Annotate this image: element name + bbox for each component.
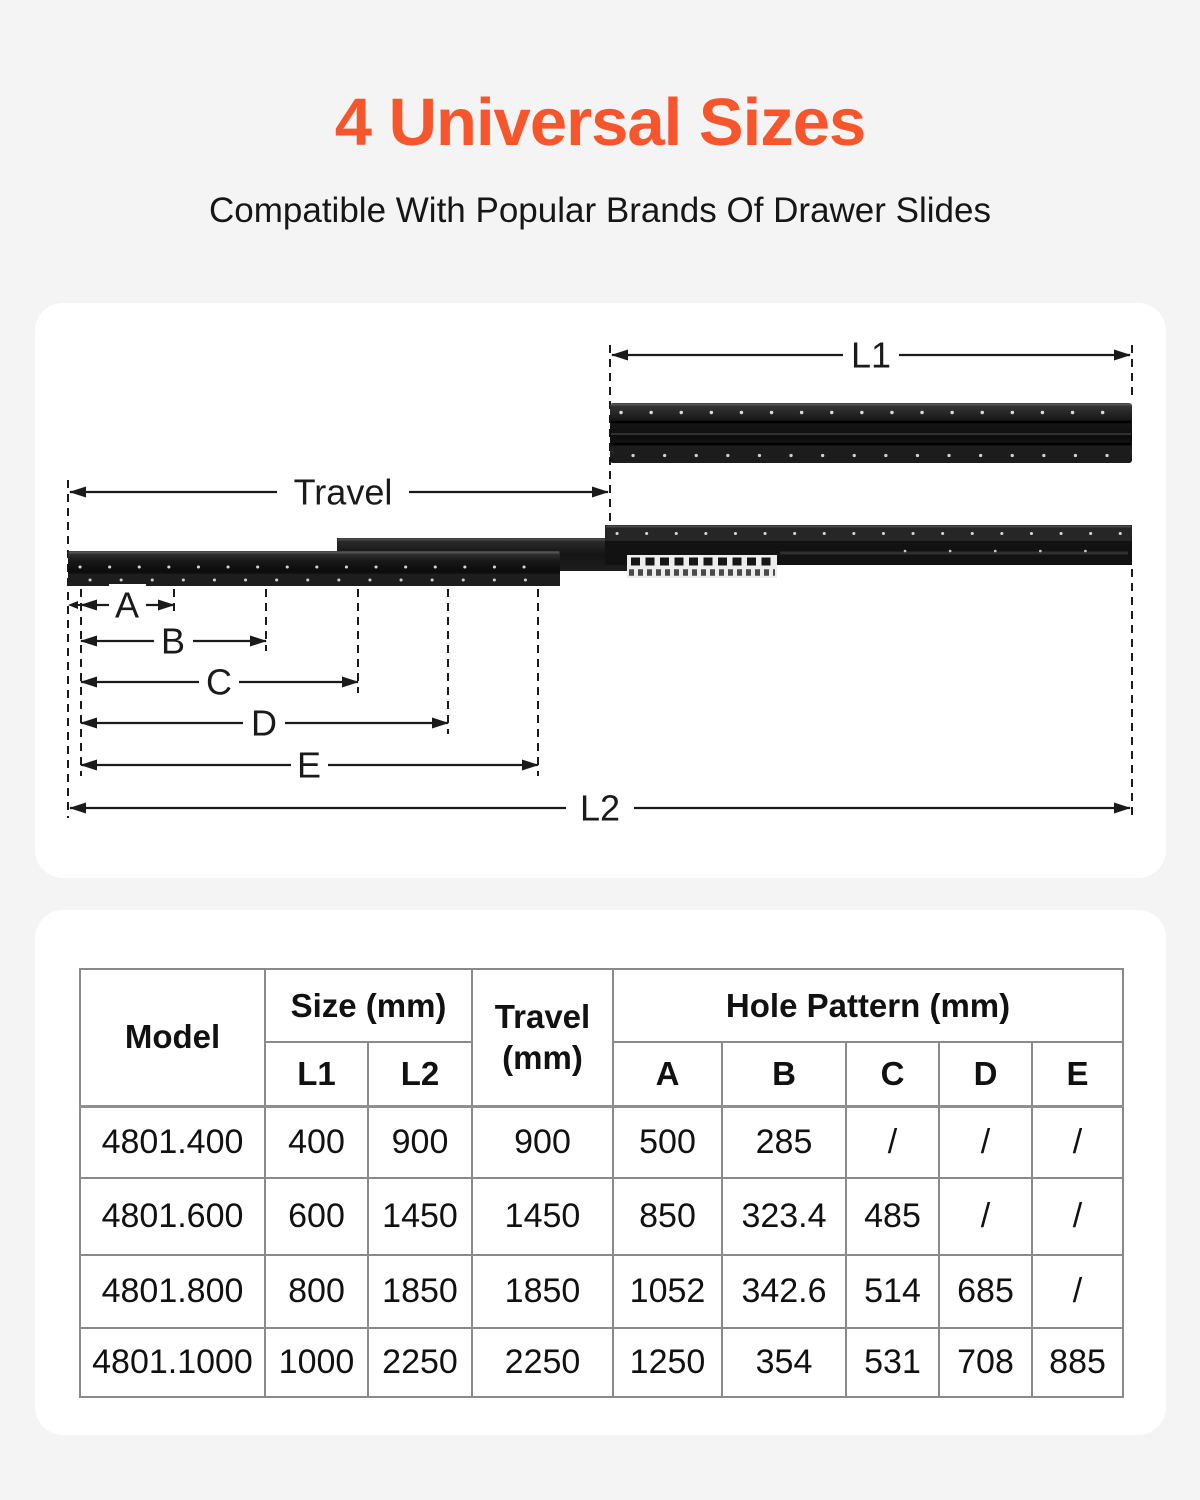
cell-b: 342.6 <box>722 1255 846 1328</box>
table-row <box>80 1255 1123 1328</box>
cell-model: 4801.1000 <box>80 1328 265 1397</box>
front-rail <box>68 551 560 586</box>
cell-l1: 1000 <box>265 1328 368 1397</box>
cell-a: 1052 <box>613 1255 722 1328</box>
header-model: Model <box>80 969 265 1106</box>
cell-model: 4801.400 <box>80 1106 265 1178</box>
cell-model: 4801.800 <box>80 1255 265 1328</box>
table-panel <box>35 910 1166 1435</box>
table-row <box>80 1178 1123 1255</box>
dimension-a-label: A <box>114 584 140 626</box>
dimension-c <box>81 661 358 703</box>
header-c: C <box>846 1042 939 1106</box>
dimension-b <box>81 620 266 662</box>
cell-c: / <box>846 1106 939 1178</box>
cell-l1: 600 <box>265 1178 368 1255</box>
page-subtitle: Compatible With Popular Brands Of Drawer Slides <box>209 191 991 230</box>
cell-d: / <box>939 1106 1032 1178</box>
header-travel <box>472 969 613 1106</box>
dimension-b-label: B <box>160 620 186 662</box>
dimension-e-label: E <box>296 744 322 786</box>
dimension-c-label: C <box>206 661 232 703</box>
table-row <box>80 1106 1123 1178</box>
cell-e: 885 <box>1032 1328 1123 1397</box>
cell-b: 285 <box>722 1106 846 1178</box>
cell-travel: 1450 <box>472 1178 613 1255</box>
dimension-a <box>68 584 174 626</box>
header-d: D <box>939 1042 1032 1106</box>
cell-l1: 800 <box>265 1255 368 1328</box>
cell-a: 500 <box>613 1106 722 1178</box>
header-l1: L1 <box>265 1042 368 1106</box>
header-a: A <box>613 1042 722 1106</box>
cell-l1: 400 <box>265 1106 368 1178</box>
header-travel-line2: (mm) <box>502 1039 583 1077</box>
cell-model: 4801.600 <box>80 1178 265 1255</box>
table-row <box>80 1328 1123 1397</box>
dimension-d <box>81 702 448 744</box>
dimension-l1 <box>612 334 1130 376</box>
dimension-travel-label: Travel <box>293 471 393 513</box>
cell-travel: 1850 <box>472 1255 613 1328</box>
header-size: Size (mm) <box>265 969 472 1042</box>
cell-l2: 1850 <box>368 1255 472 1328</box>
ball-bearing-cage <box>627 555 777 578</box>
cell-d: / <box>939 1178 1032 1255</box>
table-header-row-1 <box>80 969 1123 1042</box>
cell-c: 514 <box>846 1255 939 1328</box>
slide-assembly <box>68 525 1132 586</box>
cell-travel: 2250 <box>472 1328 613 1397</box>
spec-table <box>79 968 1124 1398</box>
page-title: 4 Universal Sizes <box>334 85 866 160</box>
cell-d: 708 <box>939 1328 1032 1397</box>
header-l2: L2 <box>368 1042 472 1106</box>
header-e: E <box>1032 1042 1123 1106</box>
cell-e: / <box>1032 1106 1123 1178</box>
header-b: B <box>722 1042 846 1106</box>
header-travel-line1: Travel <box>494 998 591 1035</box>
cell-l2: 900 <box>368 1106 472 1178</box>
dimension-d-label: D <box>251 702 277 744</box>
cell-l2: 2250 <box>368 1328 472 1397</box>
cell-c: 485 <box>846 1178 939 1255</box>
cell-d: 685 <box>939 1255 1032 1328</box>
cell-travel: 900 <box>472 1106 613 1178</box>
dimension-e <box>81 744 538 786</box>
cell-a: 850 <box>613 1178 722 1255</box>
drawer-slide-diagram <box>35 303 1166 878</box>
dimension-l2 <box>70 787 1130 829</box>
cell-b: 354 <box>722 1328 846 1397</box>
header-hole-pattern: Hole Pattern (mm) <box>613 969 1123 1042</box>
dimension-l1-label: L1 <box>850 334 892 376</box>
cell-c: 531 <box>846 1328 939 1397</box>
dimension-l2-label: L2 <box>579 787 621 829</box>
upper-rail <box>610 403 1132 463</box>
cell-e: / <box>1032 1178 1123 1255</box>
cell-a: 1250 <box>613 1328 722 1397</box>
dimension-travel <box>70 470 608 514</box>
diagram-panel <box>35 303 1166 878</box>
cell-e: / <box>1032 1255 1123 1328</box>
cell-b: 323.4 <box>722 1178 846 1255</box>
cell-l2: 1450 <box>368 1178 472 1255</box>
